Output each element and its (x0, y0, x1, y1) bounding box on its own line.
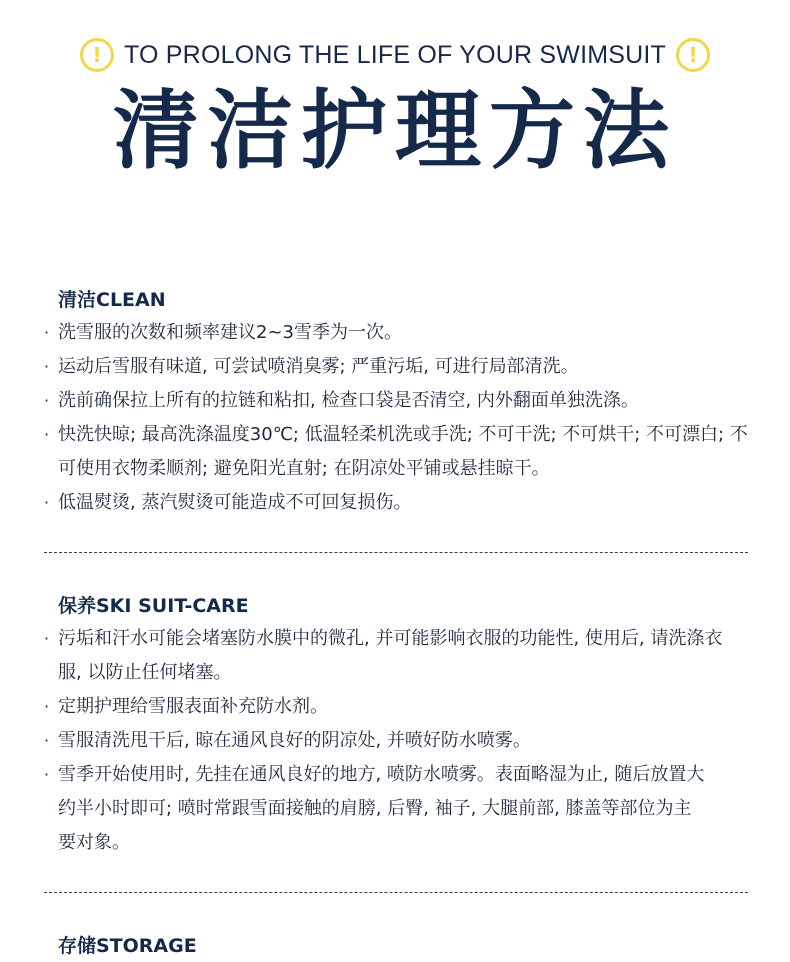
section-clean (44, 284, 750, 520)
section-divider (44, 552, 748, 553)
page-title: 清洁护理方法 (113, 81, 677, 181)
list-item (44, 316, 758, 350)
list-item (44, 724, 758, 758)
bullet: · (44, 391, 50, 410)
list-item-text: 雪季开始使用时, 先挂在通风良好的地方, 喷防水喷雾。表面略湿为止, 随后放置大约半小时即可; 喷时常跟雪面接触的肩膀, 后臀, 袖子, 大腿前部, 膝盖等部位为主要对象。 (58, 764, 705, 853)
list-item-text: 雪服清洗甩干后, 晾在通风良好的阴凉处, 并喷好防水喷雾。 (58, 730, 531, 751)
list-item-text: 污垢和汗水可能会堵塞防水膜中的微孔, 并可能影响衣服的功能性, 使用后, 请洗涤衣服, 以防止任何堵塞。 (58, 628, 723, 683)
list-item-text: 快洗快晾; 最高洗涤温度30℃; 低温轻柔机洗或手洗; 不可干洗; 不可烘干; 不可漂白; 不可使用衣物柔顺剂; 避免阳光直射; 在阴凉处平铺或悬挂晾干。 (58, 424, 748, 479)
section-storage (44, 930, 750, 962)
bullet: · (44, 697, 50, 716)
list-item (44, 350, 758, 384)
bullet: · (44, 323, 50, 342)
bullet: · (44, 629, 50, 648)
list-item-text: 运动后雪服有味道, 可尝试喷消臭雾; 严重污垢, 可进行局部清洗。 (58, 356, 579, 377)
list-item (44, 418, 748, 486)
section-title: 存储STORAGE (58, 935, 197, 957)
section-divider (44, 892, 748, 893)
subtitle: TO PROLONG THE LIFE OF YOUR SWIMSUIT (124, 40, 666, 69)
list-item-text: 低温熨烫, 蒸汽熨烫可能造成不可回复损伤。 (58, 492, 412, 513)
bullet: · (44, 425, 50, 444)
warning-icon-right: ! (676, 38, 710, 72)
bullet: · (44, 765, 50, 784)
list-item (44, 622, 726, 690)
subtitle-row (0, 34, 790, 76)
section-title: 清洁CLEAN (58, 289, 166, 311)
list-item-text: 定期护理给雪服表面补充防水剂。 (58, 696, 328, 717)
list-item-text: 洗雪服的次数和频率建议2~3雪季为一次。 (58, 322, 402, 343)
warning-icon-left: ! (80, 38, 114, 72)
list-item-text: 洗前确保拉上所有的拉链和粘扣, 检查口袋是否清空, 内外翻面单独洗涤。 (58, 390, 639, 411)
section-care (44, 590, 750, 860)
list-item (44, 690, 758, 724)
section-title: 保养SKI SUIT-CARE (58, 595, 249, 617)
list-item (44, 486, 758, 520)
bullet: · (44, 357, 50, 376)
list-item (44, 758, 708, 860)
bullet: · (44, 493, 50, 512)
bullet: · (44, 731, 50, 750)
list-item (44, 384, 758, 418)
